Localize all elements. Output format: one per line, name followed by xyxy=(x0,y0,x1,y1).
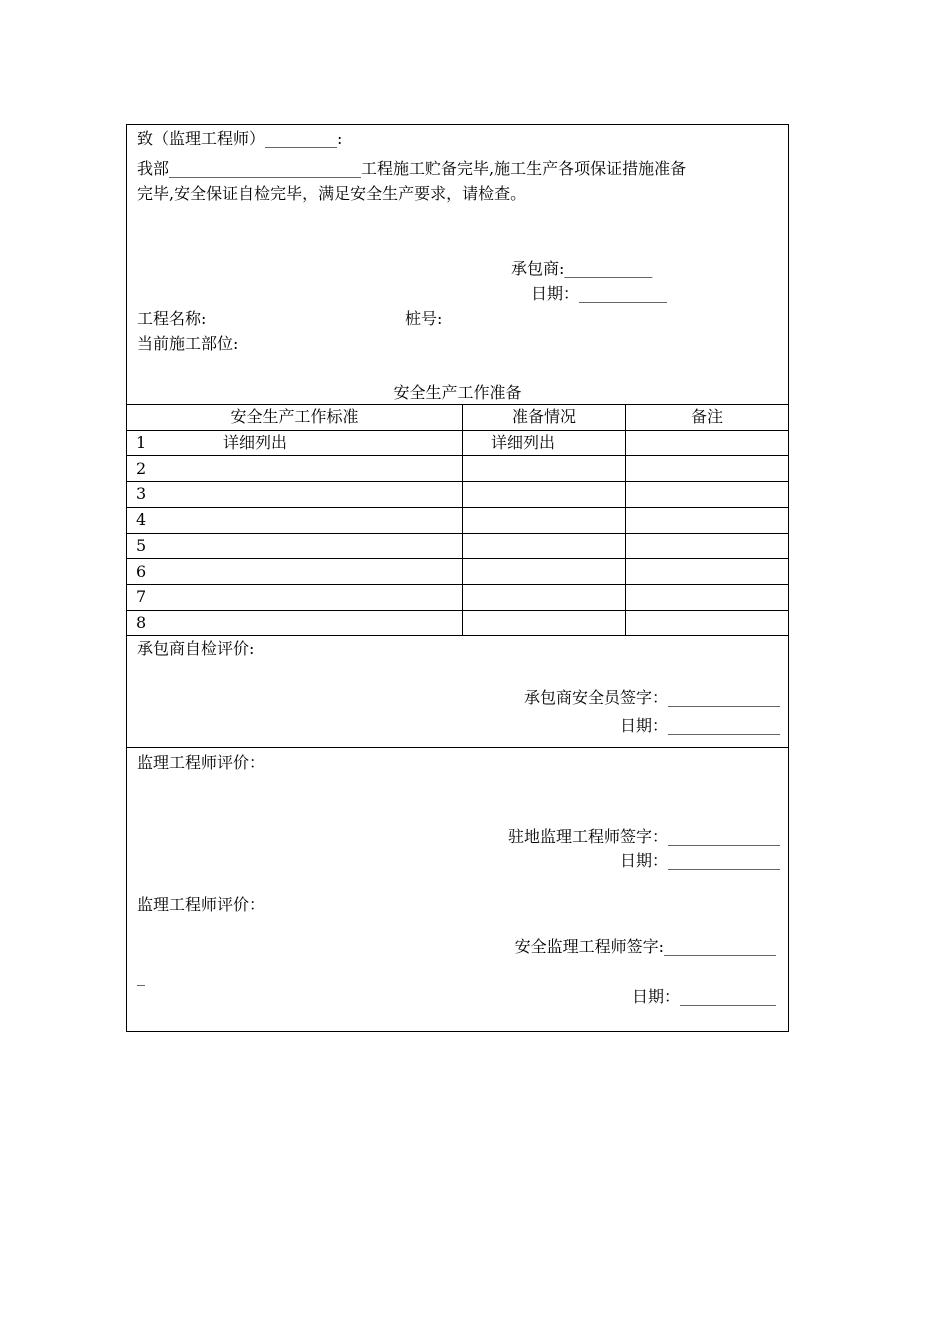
row-number: 5 xyxy=(136,536,147,555)
signature-underline-continuation: _ xyxy=(137,967,145,986)
section-divider xyxy=(127,747,788,748)
row-divider xyxy=(127,507,788,508)
table-top-border xyxy=(127,404,788,405)
notice-body-line2: 完毕,安全保证自检完毕，满足安全生产要求，请检查。 xyxy=(137,184,527,203)
row-number: 7 xyxy=(136,587,147,606)
contractor-date-field: 日期：___________ xyxy=(531,284,668,303)
self-check-label: 承包商自检评价: xyxy=(137,639,255,658)
safety-engineer-signature-field: 安全监理工程师签字:______________ xyxy=(514,937,776,956)
project-name-field: 工程名称: xyxy=(137,309,207,328)
row-divider xyxy=(127,558,788,559)
self-check-date-field: 日期：______________ xyxy=(619,716,780,735)
row-divider xyxy=(127,430,788,431)
resident-engineer-signature-field: 驻地监理工程师签字：______________ xyxy=(507,827,780,846)
notice-body-line1: 我部________________________工程施工贮备完毕,施工生产各项保证措施准备 xyxy=(137,159,687,178)
row-number: 4 xyxy=(136,510,147,529)
row-status: 详细列出 xyxy=(491,433,556,452)
pile-no-field: 桩号: xyxy=(405,309,443,328)
row-number: 1 xyxy=(136,433,147,452)
contractor-field: 承包商:___________ xyxy=(511,259,653,278)
column-divider xyxy=(625,404,626,635)
row-standard: 详细列出 xyxy=(223,433,288,452)
current-location-field: 当前施工部位: xyxy=(137,334,239,353)
header-status: 准备情况 xyxy=(511,407,576,426)
safety-eval-date-field: 日期：____________ xyxy=(631,987,776,1006)
header-standard: 安全生产工作标准 xyxy=(230,407,359,426)
table-bottom-border xyxy=(127,635,788,636)
engineer-eval-date-field: 日期：______________ xyxy=(619,851,780,870)
date-underline-continuation: __ xyxy=(137,1013,153,1032)
engineer-eval-label: 监理工程师评价： xyxy=(137,753,266,772)
row-divider xyxy=(127,455,788,456)
addressee-line: 致（监理工程师）_________: xyxy=(137,129,343,148)
row-number: 2 xyxy=(136,459,147,478)
row-divider xyxy=(127,481,788,482)
safety-inspection-form xyxy=(126,124,789,1032)
row-divider xyxy=(127,584,788,585)
prep-table-title: 安全生产工作准备 xyxy=(393,383,522,402)
safety-eval-label: 监理工程师评价： xyxy=(137,895,266,914)
row-number: 8 xyxy=(136,613,147,632)
row-divider xyxy=(127,533,788,534)
row-divider xyxy=(127,610,788,611)
header-note: 备注 xyxy=(690,407,723,426)
column-divider xyxy=(462,404,463,635)
safety-officer-signature-field: 承包商安全员签字：______________ xyxy=(523,688,780,707)
row-number: 6 xyxy=(136,562,147,581)
row-number: 3 xyxy=(136,484,147,503)
